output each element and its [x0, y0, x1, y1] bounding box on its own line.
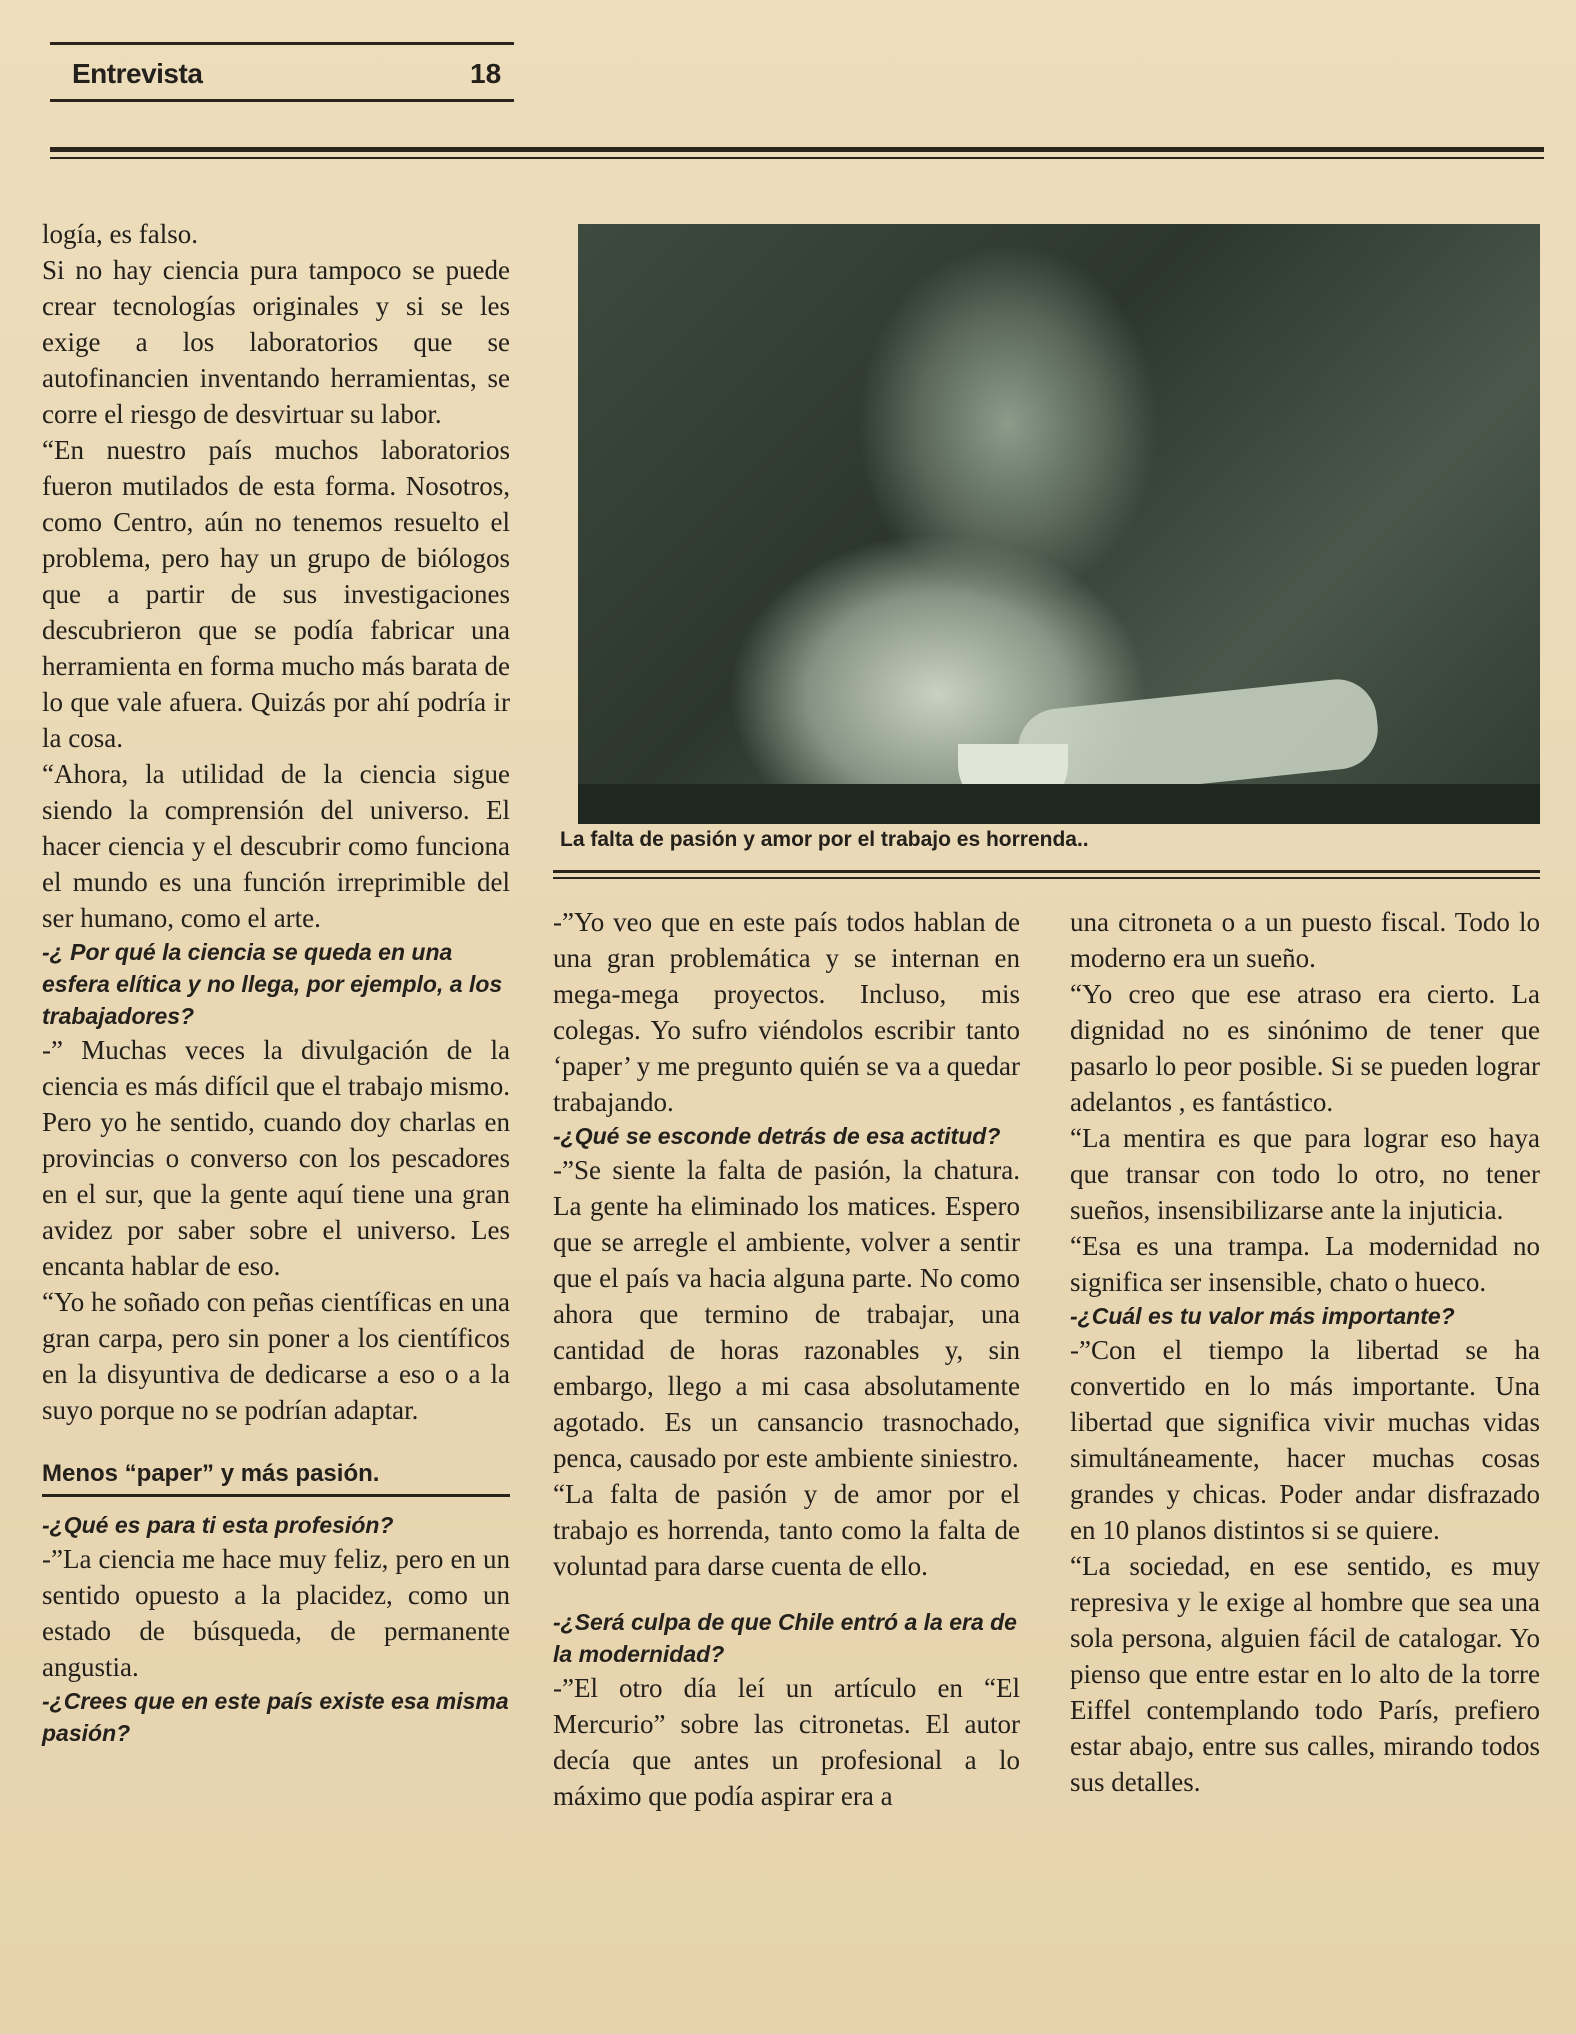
- column-2: [553, 904, 1020, 1814]
- paragraph: -”El otro día leí un artículo en “El Mercurio” sobre las citronetas. El autor decía que antes un profesional a lo máximo que podía aspirar era a: [553, 1673, 1020, 1811]
- paragraph: “La sociedad, en ese sentido, es muy represiva y le exige al hombre que sea una sola persona, alguien fácil de catalogar. Yo pienso que entre estar en lo alto de la torre Eiffel contemplando todo París, prefiero estar abajo, entre sus calles, mirando todos sus detalles.: [1070, 1551, 1540, 1797]
- paragraph: “Esa es una trampa. La modernidad no significa ser insensible, chato o hueco.: [1070, 1231, 1540, 1297]
- column-1: [42, 216, 510, 1749]
- subheading-rule: [42, 1494, 510, 1497]
- portrait-photo: [578, 224, 1540, 824]
- column-3: [1070, 904, 1540, 1800]
- paragraph: “En nuestro país muchos laboratorios fueron mutilados de esta forma. Nosotros, como Centro, aún no tenemos resuelto el problema, pero hay un grupo de biólogos que a partir de sus investigaciones descubrieron que se podía fabricar una herramienta en forma mucho más barata de lo que vale afuera. Quizás por ahí podría ir la cosa.: [42, 435, 510, 753]
- paragraph: -”Con el tiempo la libertad se ha convertido en lo más importante. Una libertad que significa vivir muchas vidas simultáneamente, hacer muchas cosas grandes y chicas. Poder andar disfrazado en 10 planos distintos si se quiere.: [1070, 1335, 1540, 1545]
- page-number: 18: [470, 58, 502, 89]
- paragraph: -”Yo veo que en este país todos hablan de una gran problemática y se internan en mega-mega proyectos. Incluso, mis colegas. Yo sufro viéndolos escribir tanto ‘paper’ y me pregunto quién se va a quedar trabajando.: [553, 907, 1020, 1117]
- subheading: Menos “paper” y más pasión.: [42, 1460, 380, 1487]
- paragraph: logía, es falso.: [42, 219, 198, 249]
- paragraph: “Yo he soñado con peñas científicas en una gran carpa, pero sin poner a los científicos en la disyuntiva de dedicarse a eso o a la suyo porque no se podrían adaptar.: [42, 1287, 510, 1425]
- paragraph: -”Se siente la falta de pasión, la chatura. La gente ha eliminado los matices. Espero que se arregle el ambiente, volver a sentir que el país va hacia alguna parte. No como ahora que termino de trabajar, una cantidad de horas razonables y, sin embargo, llego a mi casa absolutamente agotado. Es un cansancio trasnochado, penca, causado por este ambiente siniestro.: [553, 1155, 1020, 1473]
- interview-question: -¿ Por qué la ciencia se queda en una esfera elítica y no llega, por ejemplo, a los trabajadores?: [42, 939, 503, 1029]
- top-thick-rule: [50, 147, 1544, 152]
- paragraph: una citroneta o a un puesto fiscal. Todo lo moderno era un sueño.: [1070, 907, 1540, 973]
- interview-question: -¿Cuál es tu valor más importante?: [1070, 1303, 1455, 1329]
- photo-caption: La falta de pasión y amor por el trabajo es horrenda..: [560, 828, 1089, 851]
- paragraph: -” Muchas veces la divulgación de la ciencia es más difícil que el trabajo mismo. Pero yo he sentido, cuando doy charlas en provincias o converso con los pescadores en el sur, que la gente aquí tiene una gran avidez por saber sobre el universo. Les encanta hablar de eso.: [42, 1035, 510, 1281]
- header-top-rule: [50, 42, 514, 45]
- caption-thick-rule: [553, 870, 1540, 873]
- paragraph: -”La ciencia me hace muy feliz, pero en un sentido opuesto a la placidez, como un estado de búsqueda, de permanente angustia.: [42, 1544, 510, 1682]
- section-title: Entrevista: [72, 58, 203, 89]
- paragraph: “La falta de pasión y de amor por el trabajo es horrenda, tanto como la falta de voluntad para darse cuenta de ello.: [553, 1479, 1020, 1581]
- photo-table-shape: [578, 784, 1540, 824]
- paragraph: “Yo creo que ese atraso era cierto. La dignidad no es sinónimo de tener que pasarlo lo peor posible. Si se pueden lograr adelantos , es fantástico.: [1070, 979, 1540, 1117]
- top-thin-rule: [50, 157, 1544, 159]
- interview-question: -¿Crees que en este país existe esa misma pasión?: [42, 1688, 509, 1746]
- interview-question: -¿Qué se esconde detrás de esa actitud?: [553, 1123, 1001, 1149]
- paragraph: “La mentira es que para lograr eso haya que transar con todo lo otro, no tener sueños, insensibilizarse ante la injuticia.: [1070, 1123, 1540, 1225]
- interview-question: -¿Será culpa de que Chile entró a la era de la modernidad?: [553, 1609, 1017, 1667]
- caption-thin-rule: [553, 877, 1540, 879]
- paragraph: Si no hay ciencia pura tampoco se puede crear tecnologías originales y si se les exige a los laboratorios que se autofinancien inventando herramientas, se corre el riesgo de desvirtuar su labor.: [42, 255, 510, 429]
- header-bottom-rule: [50, 99, 514, 102]
- paragraph: “Ahora, la utilidad de la ciencia sigue siendo la comprensión del universo. El hacer ciencia y el descubrir como funciona el mundo es una función irreprimible del ser humano, como el arte.: [42, 759, 510, 933]
- interview-question: -¿Qué es para ti esta profesión?: [42, 1512, 394, 1538]
